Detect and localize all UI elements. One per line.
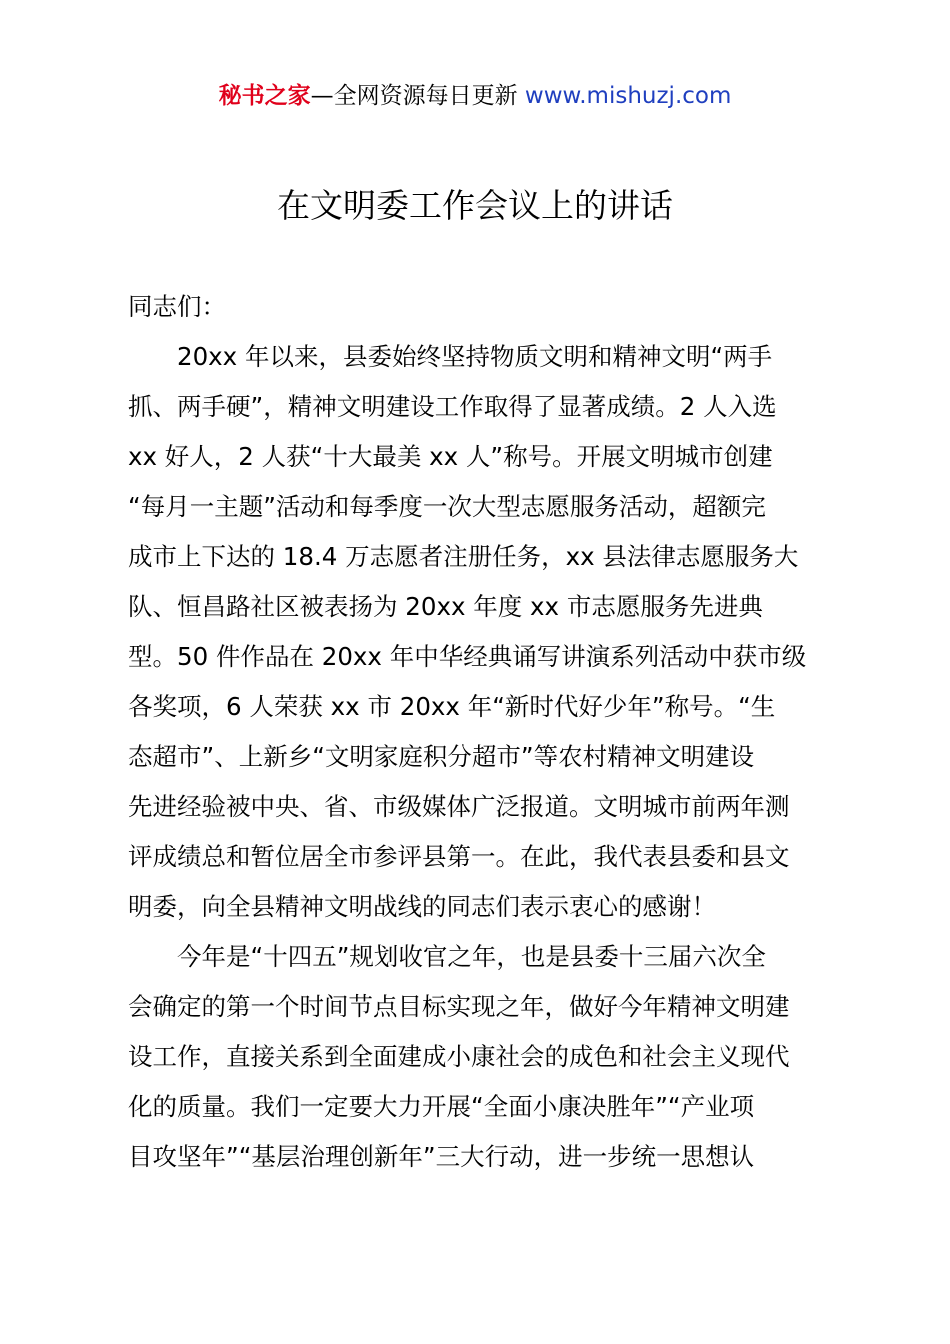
paragraph-line: 型。50 件作品在 20xx 年中华经典诵写讲演系列活动中获市级 bbox=[128, 642, 807, 671]
paragraph-2 bbox=[128, 932, 832, 1182]
paragraph-line: 目攻坚年”“基层治理创新年”三大行动，进一步统一思想认 bbox=[128, 1142, 755, 1171]
paragraph-line: 态超市”、上新乡“文明家庭积分超市”等农村精神文明建设 bbox=[128, 742, 755, 771]
paragraph-1 bbox=[128, 332, 832, 932]
brand-name: 秘书之家 bbox=[218, 83, 311, 109]
site-url-link[interactable]: www.mishuzj.com bbox=[524, 83, 732, 109]
paragraph-line: xx 好人，2 人获“十大最美 xx 人”称号。开展文明城市创建 bbox=[128, 442, 773, 471]
paragraph-line: 队、恒昌路社区被表扬为 20xx 年度 xx 市志愿服务先进典 bbox=[128, 592, 763, 621]
paragraph-line: 化的质量。我们一定要大力开展“全面小康决胜年”“产业项 bbox=[128, 1092, 755, 1121]
site-header bbox=[0, 80, 950, 112]
salutation: 同志们： bbox=[128, 292, 226, 321]
paragraph-line: 20xx 年以来，县委始终坚持物质文明和精神文明“两手 bbox=[177, 342, 773, 371]
paragraph-line: 评成绩总和暂位居全市参评县第一。在此，我代表县委和县文 bbox=[128, 842, 790, 871]
paragraph-line: 先进经验被中央、省、市级媒体广泛报道。文明城市前两年测 bbox=[128, 792, 790, 821]
paragraph-line: 今年是“十四五”规划收官之年，也是县委十三届六次全 bbox=[177, 942, 766, 971]
paragraph-line: 明委，向全县精神文明战线的同志们表示衷心的感谢！ bbox=[128, 892, 716, 921]
document-title: 在文明委工作会议上的讲话 bbox=[277, 186, 673, 225]
paragraph-line: 抓、两手硬”，精神文明建设工作取得了显著成绩。2 人入选 bbox=[128, 392, 777, 421]
paragraph-line: 会确定的第一个时间节点目标实现之年，做好今年精神文明建 bbox=[128, 992, 790, 1021]
paragraph-line: 成市上下达的 18.4 万志愿者注册任务，xx 县法律志愿服务大 bbox=[128, 542, 799, 571]
document-body bbox=[128, 282, 832, 1182]
paragraph-line: “每月一主题”活动和每季度一次大型志愿服务活动，超额完 bbox=[128, 492, 766, 521]
header-tagline: —全网资源每日更新 bbox=[310, 83, 518, 109]
paragraph-line: 设工作，直接关系到全面建成小康社会的成色和社会主义现代 bbox=[128, 1042, 790, 1071]
paragraph-line: 各奖项，6 人荣获 xx 市 20xx 年“新时代好少年”称号。“生 bbox=[128, 692, 776, 721]
